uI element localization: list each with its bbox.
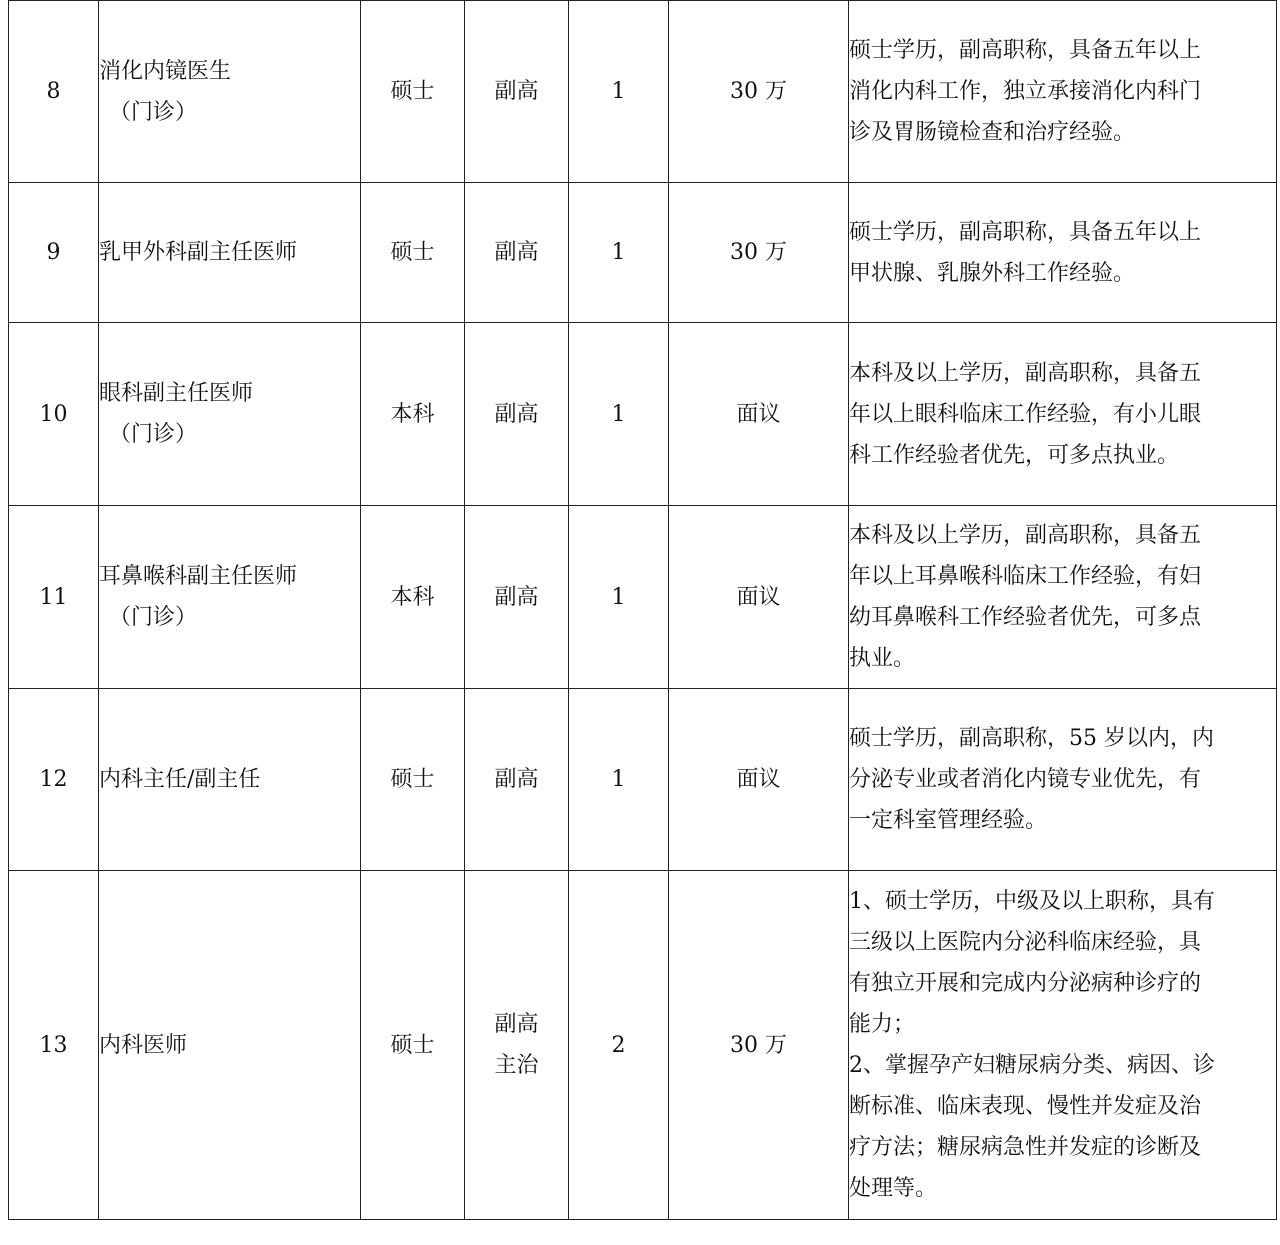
education: 本科 <box>390 401 435 427</box>
count-cell <box>569 871 669 1220</box>
requirement-line: 年以上眼科临床工作经验，有小儿眼 <box>849 401 1202 427</box>
count-cell <box>569 183 669 323</box>
requirement-line: 本科及以上学历，副高职称，具备五 <box>849 360 1202 386</box>
headcount: 1 <box>611 584 626 610</box>
requirement-line: 甲状腺、乳腺外科工作经验。 <box>849 260 1136 286</box>
row-number-cell <box>9 1 99 183</box>
education: 本科 <box>390 584 435 610</box>
row-number: 12 <box>39 767 68 792</box>
table-row <box>9 871 1277 1220</box>
position-note: （门诊） <box>109 605 198 630</box>
salary: 面议 <box>736 401 781 427</box>
professional-title: 副高 <box>494 1012 539 1037</box>
count-cell <box>569 506 669 689</box>
row-number: 10 <box>39 401 68 427</box>
requirements-cell <box>849 689 1277 871</box>
position-cell <box>99 183 361 323</box>
education-cell <box>361 1 465 183</box>
salary-cell <box>669 506 849 689</box>
requirement-line: 本科及以上学历，副高职称，具备五 <box>849 523 1202 548</box>
row-number-cell <box>9 506 99 689</box>
position-note: （门诊） <box>109 99 198 125</box>
table-row <box>9 506 1277 689</box>
education-cell <box>361 323 465 506</box>
count-cell <box>569 689 669 871</box>
requirement-line: 1、硕士学历，中级及以上职称，具有 <box>849 889 1215 914</box>
row-number: 11 <box>39 584 68 610</box>
title-cell <box>465 323 569 506</box>
professional-title: 副高 <box>494 79 539 104</box>
title-cell <box>465 183 569 323</box>
headcount: 2 <box>611 1032 626 1058</box>
salary: 30 万 <box>730 240 787 265</box>
recruitment-table <box>8 0 1277 1220</box>
position-name: 消化内镜医生 <box>99 58 232 84</box>
title-cell <box>465 689 569 871</box>
count-cell <box>569 323 669 506</box>
salary-cell <box>669 871 849 1220</box>
position-cell <box>99 871 361 1220</box>
requirement-line: 2、掌握孕产妇糖尿病分类、病因、诊 <box>849 1053 1215 1078</box>
requirement-line: 幼耳鼻喉科工作经验者优先，可多点 <box>849 605 1202 630</box>
requirement-line: 三级以上医院内分泌科临床经验，具 <box>849 930 1202 955</box>
requirement-line: 疗方法；糖尿病急性并发症的诊断及 <box>849 1135 1202 1160</box>
requirements-cell <box>849 323 1277 506</box>
requirement-line: 科工作经验者优先，可多点执业。 <box>849 442 1180 468</box>
row-number-cell <box>9 183 99 323</box>
salary-cell <box>669 323 849 506</box>
requirements-cell <box>849 871 1277 1220</box>
requirement-line: 年以上耳鼻喉科临床工作经验，有妇 <box>849 564 1202 589</box>
position-name: 眼科副主任医师 <box>99 381 254 406</box>
row-number: 13 <box>39 1032 68 1058</box>
position-name: 内科主任/副主任 <box>99 767 261 792</box>
education-cell <box>361 871 465 1220</box>
salary: 面议 <box>736 767 781 792</box>
requirement-line: 诊及胃肠镜检查和治疗经验。 <box>849 120 1136 145</box>
headcount: 1 <box>611 401 626 427</box>
row-number-cell <box>9 871 99 1220</box>
salary: 30 万 <box>730 79 787 104</box>
row-number-cell <box>9 689 99 871</box>
row-number: 8 <box>46 79 61 104</box>
requirement-line: 能力； <box>849 1012 916 1037</box>
row-number: 9 <box>46 240 61 265</box>
requirement-line: 硕士学历，副高职称，55 岁以内，内 <box>849 726 1214 751</box>
requirement-line: 分泌专业或者消化内镜专业优先，有 <box>849 767 1202 792</box>
education: 硕士 <box>390 79 435 104</box>
salary-cell <box>669 1 849 183</box>
position-name: 内科医师 <box>99 1032 188 1058</box>
position-cell <box>99 323 361 506</box>
headcount: 1 <box>611 240 626 265</box>
table-row <box>9 1 1277 183</box>
headcount: 1 <box>611 79 626 104</box>
professional-title: 副高 <box>494 401 539 427</box>
row-number-cell <box>9 323 99 506</box>
requirements-cell <box>849 506 1277 689</box>
professional-title: 副高 <box>494 240 539 265</box>
education-cell <box>361 506 465 689</box>
requirement-line: 硕士学历，副高职称，具备五年以上 <box>849 219 1202 245</box>
education-cell <box>361 689 465 871</box>
requirements-cell <box>849 183 1277 323</box>
table-row <box>9 183 1277 323</box>
table-row <box>9 689 1277 871</box>
education: 硕士 <box>390 1032 435 1058</box>
requirement-line: 有独立开展和完成内分泌病种诊疗的 <box>849 971 1202 996</box>
salary-cell <box>669 689 849 871</box>
requirement-line: 处理等。 <box>849 1176 938 1201</box>
education-cell <box>361 183 465 323</box>
professional-title: 主治 <box>494 1053 539 1078</box>
count-cell <box>569 1 669 183</box>
requirement-line: 硕士学历，副高职称，具备五年以上 <box>849 38 1202 63</box>
position-name: 乳甲外科副主任医师 <box>99 240 298 265</box>
requirement-line: 断标准、临床表现、慢性并发症及治 <box>849 1094 1202 1119</box>
requirement-line: 一定科室管理经验。 <box>849 808 1048 833</box>
title-cell <box>465 506 569 689</box>
salary-cell <box>669 183 849 323</box>
table-row <box>9 323 1277 506</box>
table-body <box>9 1 1277 1220</box>
requirements-cell <box>849 1 1277 183</box>
salary: 面议 <box>736 584 781 610</box>
position-cell <box>99 1 361 183</box>
education: 硕士 <box>390 240 435 265</box>
education: 硕士 <box>390 767 435 792</box>
title-cell <box>465 871 569 1220</box>
headcount: 1 <box>611 767 626 792</box>
requirement-line: 执业。 <box>849 646 916 671</box>
professional-title: 副高 <box>494 584 539 610</box>
salary: 30 万 <box>730 1032 787 1058</box>
professional-title: 副高 <box>494 767 539 792</box>
position-cell <box>99 689 361 871</box>
position-name: 耳鼻喉科副主任医师 <box>99 564 298 589</box>
requirement-line: 消化内科工作，独立承接消化内科门 <box>849 79 1202 104</box>
position-note: （门诊） <box>109 422 198 447</box>
position-cell <box>99 506 361 689</box>
title-cell <box>465 1 569 183</box>
